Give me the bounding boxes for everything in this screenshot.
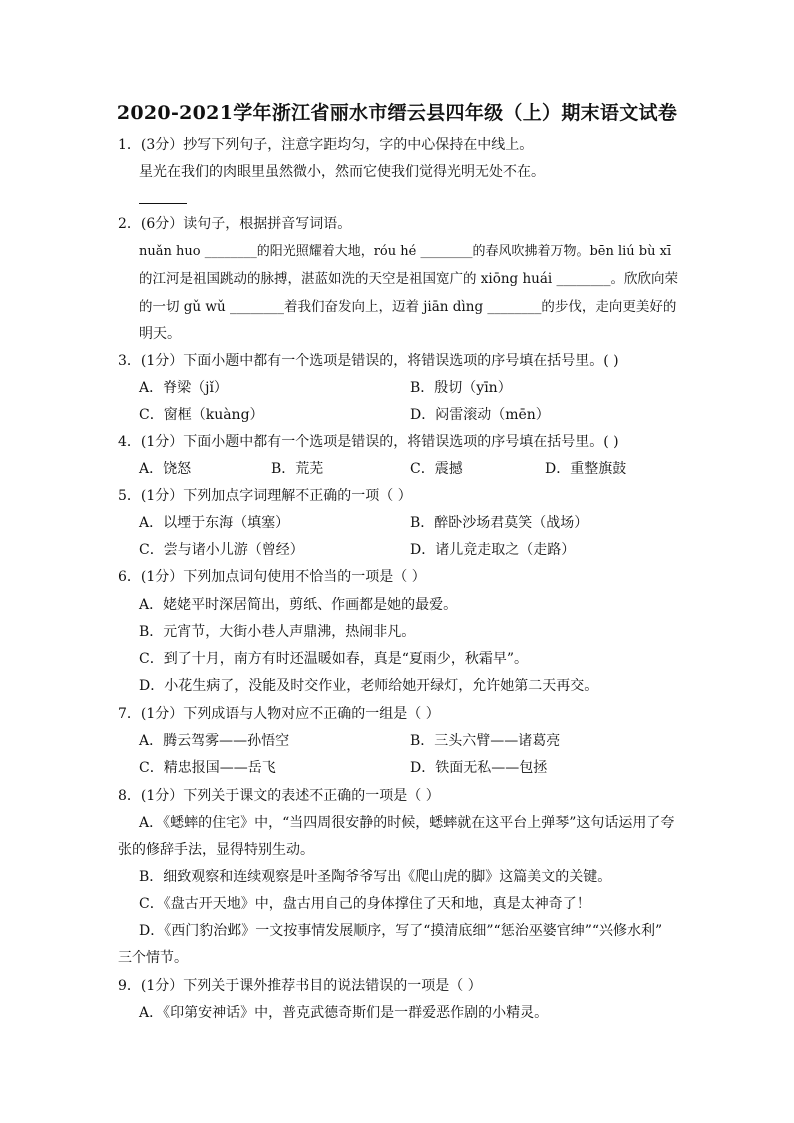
question-2-line-1: nuǎn huo ________的阳光照耀着大地，róu hé ________的春风吹拂着万物。bēn liú bù xī bbox=[139, 244, 672, 259]
question-5-option-d[interactable]: D．诸儿竞走取之（走路） bbox=[410, 542, 576, 558]
question-9-option-a[interactable]: A．《印第安神话》中，普克武德奇斯们是一群爱恶作剧的小精灵。 bbox=[139, 1005, 549, 1021]
question-9-stem: 9．(1分）下列关于课外推荐书目的说法错误的一项是（ ） bbox=[118, 978, 482, 994]
question-7-stem: 7．(1分）下列成语与人物对应不正确的一组是（ ） bbox=[118, 706, 440, 722]
question-3-stem: 3．(1分）下面小题中都有一个选项是错误的，将错误选项的序号填在括号里。( ) bbox=[118, 353, 619, 369]
question-6-option-b[interactable]: B．元宵节，大街小巷人声鼎沸，热闹非凡。 bbox=[139, 624, 416, 640]
question-2-line-2: 的江河是祖国跳动的脉搏，湛蓝如洗的天空是祖国宽广的 xiōng huái ________。欣欣向荣 bbox=[139, 271, 679, 287]
question-7-option-a[interactable]: A．腾云驾雾——孙悟空 bbox=[139, 733, 290, 749]
question-8-option-a[interactable]: A．《蟋蟀的住宅》中，“当四周很安静的时候，蟋蟀就在这平台上弹琴”这句话运用了夸 bbox=[139, 815, 675, 831]
question-1-stem: 1．(3分）抄写下列句子，注意字距均匀，字的中心保持在中线上。 bbox=[118, 137, 534, 153]
question-2-line-4: 明天。 bbox=[139, 326, 181, 342]
question-6-option-d[interactable]: D．小花生病了，没能及时交作业，老师给她开绿灯，允许她第二天再交。 bbox=[139, 678, 599, 694]
question-5-option-c[interactable]: C．尝与诸小儿游（曾经） bbox=[139, 542, 304, 558]
question-4-stem: 4．(1分）下面小题中都有一个选项是错误的，将错误选项的序号填在括号里。( ) bbox=[118, 434, 619, 450]
question-4-option-c[interactable]: C．震撼 bbox=[410, 461, 463, 477]
question-3-option-c[interactable]: C．窗框（kuàng） bbox=[139, 407, 264, 423]
question-2-line-3: 的一切 gǔ wǔ ________着我们奋发向上，迈着 jiān dìng ________的步伐，走向更美好的 bbox=[139, 299, 677, 315]
question-1-sentence: 星光在我们的肉眼里虽然微小，然而它使我们觉得光明无处不在。 bbox=[139, 164, 545, 180]
question-6-option-c[interactable]: C．到了十月，南方有时还温暖如春，真是“夏雨少，秋霜早”。 bbox=[139, 651, 529, 667]
question-4-option-b[interactable]: B．荒芜 bbox=[271, 461, 324, 477]
question-7-option-c[interactable]: C．精忠报国——岳飞 bbox=[139, 760, 276, 776]
question-6-stem: 6．(1分）下列加点词句使用不恰当的一项是（ ） bbox=[118, 569, 426, 585]
page-title: 2020-2021学年浙江省丽水市缙云县四年级（上）期末语文试卷 bbox=[116, 102, 678, 124]
question-3-option-d[interactable]: D．闷雷滚动（mēn） bbox=[410, 407, 550, 423]
question-1-answer-line[interactable] bbox=[139, 203, 187, 204]
question-3-option-a[interactable]: A．脊梁（jǐ） bbox=[139, 380, 228, 396]
question-4-option-d[interactable]: D．重整旗鼓 bbox=[545, 461, 627, 477]
question-7-option-b[interactable]: B．三头六臂——诸葛亮 bbox=[410, 733, 561, 749]
question-2-stem: 2．(6分）读句子，根据拼音写词语。 bbox=[118, 216, 352, 232]
question-4-option-a[interactable]: A．饶怒 bbox=[139, 461, 192, 477]
question-7-option-d[interactable]: D．铁面无私——包拯 bbox=[410, 760, 548, 776]
question-6-option-a[interactable]: A．姥姥平时深居简出，剪纸、作画都是她的最爱。 bbox=[139, 597, 458, 613]
question-3-option-b[interactable]: B．殷切（yīn） bbox=[410, 380, 512, 396]
question-5-stem: 5．(1分）下列加点字词理解不正确的一项（ ） bbox=[118, 488, 412, 504]
question-8-option-c[interactable]: C．《盘古开天地》中，盘古用自己的身体撑住了天和地，真是太神奇了！ bbox=[139, 896, 591, 912]
question-8-option-d-continued: 三个情节。 bbox=[118, 950, 188, 966]
question-8-option-b[interactable]: B．细致观察和连续观察是叶圣陶爷爷写出《爬山虎的脚》这篇美文的关键。 bbox=[139, 869, 612, 885]
question-8-option-a-continued: 张的修辞手法，显得特别生动。 bbox=[118, 842, 314, 858]
question-8-option-d[interactable]: D．《西门豹治邺》一文按事情发展顺序，写了“摸清底细”“惩治巫婆官绅”“兴修水利” bbox=[139, 923, 663, 939]
question-8-stem: 8．(1分）下列关于课文的表述不正确的一项是（ ） bbox=[118, 788, 440, 804]
question-5-option-a[interactable]: A．以堙于东海（填塞） bbox=[139, 515, 290, 531]
question-5-option-b[interactable]: B．醉卧沙场君莫笑（战场） bbox=[410, 515, 589, 531]
